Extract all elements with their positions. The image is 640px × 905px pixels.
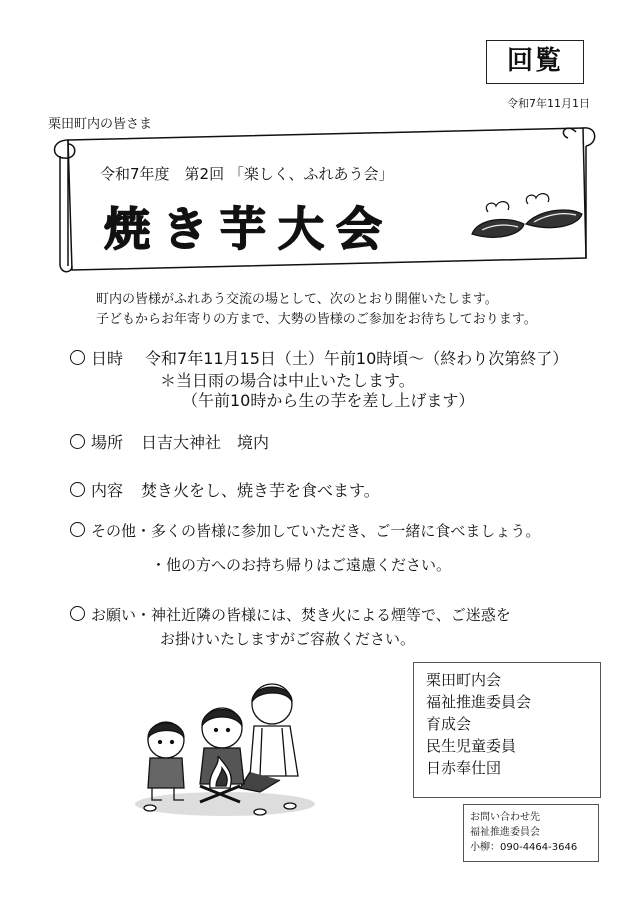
content-value: 焚き火をし、焼き芋を食べます。 xyxy=(141,481,380,500)
organizer-item: 民生児童委員 xyxy=(426,737,517,755)
issue-date: 令和7年11月1日 xyxy=(507,97,590,110)
contact-box xyxy=(463,804,599,862)
place-value: 日吉大神社 境内 xyxy=(141,433,270,452)
circle-bullet-icon xyxy=(70,522,85,537)
request-row xyxy=(70,604,511,625)
intro-line-1: 町内の皆様がふれあう交流の場として、次のとおり開催いたします。 xyxy=(96,292,498,307)
request-value-1: ・神社近隣の皆様には、焚き火による煙等で、ご迷惑を xyxy=(136,606,511,624)
content-label: 内容 xyxy=(91,481,124,500)
circle-bullet-icon xyxy=(70,606,85,621)
contact-person-phone: 小柳：090-4464-3646 xyxy=(470,842,578,853)
sweet-potato-icon xyxy=(468,190,588,250)
other-label: その他 xyxy=(91,522,137,540)
request-value-2: お掛けいたしますがご容赦ください。 xyxy=(160,630,416,648)
addressee: 栗田町内の皆さま xyxy=(48,117,153,132)
place-row xyxy=(70,430,269,453)
organizer-item: 福祉推進委員会 xyxy=(426,693,532,711)
datetime-row xyxy=(70,346,568,369)
organizer-item: 育成会 xyxy=(426,715,472,733)
datetime-value: 令和7年11月15日（土）午前10時頃～（終わり次第終了） xyxy=(145,349,569,368)
circle-bullet-icon xyxy=(70,350,85,365)
event-title: 焼き芋大会 xyxy=(104,202,394,256)
circulation-stamp: 回覧 xyxy=(486,40,584,84)
circle-bullet-icon xyxy=(70,482,85,497)
place-label: 場所 xyxy=(91,433,124,452)
other-value-1: ・多くの皆様に参加していただき、ご一緒に食べましょう。 xyxy=(136,522,541,540)
other-value-2: ・他の方へのお持ち帰りはご遠慮ください。 xyxy=(151,556,452,574)
organizer-item: 栗田町内会 xyxy=(426,671,502,689)
intro-line-2: 子どもからお年寄りの方まで、大勢の皆様のご参加をお待ちしております。 xyxy=(96,312,537,327)
datetime-note-2: （午前10時から生の芋を差し上げます） xyxy=(182,391,475,410)
datetime-label: 日時 xyxy=(91,349,124,368)
organizers-box xyxy=(413,662,601,798)
contact-org: 福祉推進委員会 xyxy=(470,827,540,838)
other-row xyxy=(70,520,540,541)
organizer-item: 日赤奉仕団 xyxy=(426,759,502,777)
content-row xyxy=(70,478,380,501)
request-label: お願い xyxy=(91,606,137,624)
children-around-bonfire-icon xyxy=(130,676,320,826)
contact-heading: お問い合わせ先 xyxy=(470,812,540,823)
circle-bullet-icon xyxy=(70,434,85,449)
datetime-note-1: ＊当日雨の場合は中止いたします。 xyxy=(160,371,415,390)
event-subtitle: 令和7年度 第2回 「楽しく、ふれあう会」 xyxy=(100,165,394,183)
